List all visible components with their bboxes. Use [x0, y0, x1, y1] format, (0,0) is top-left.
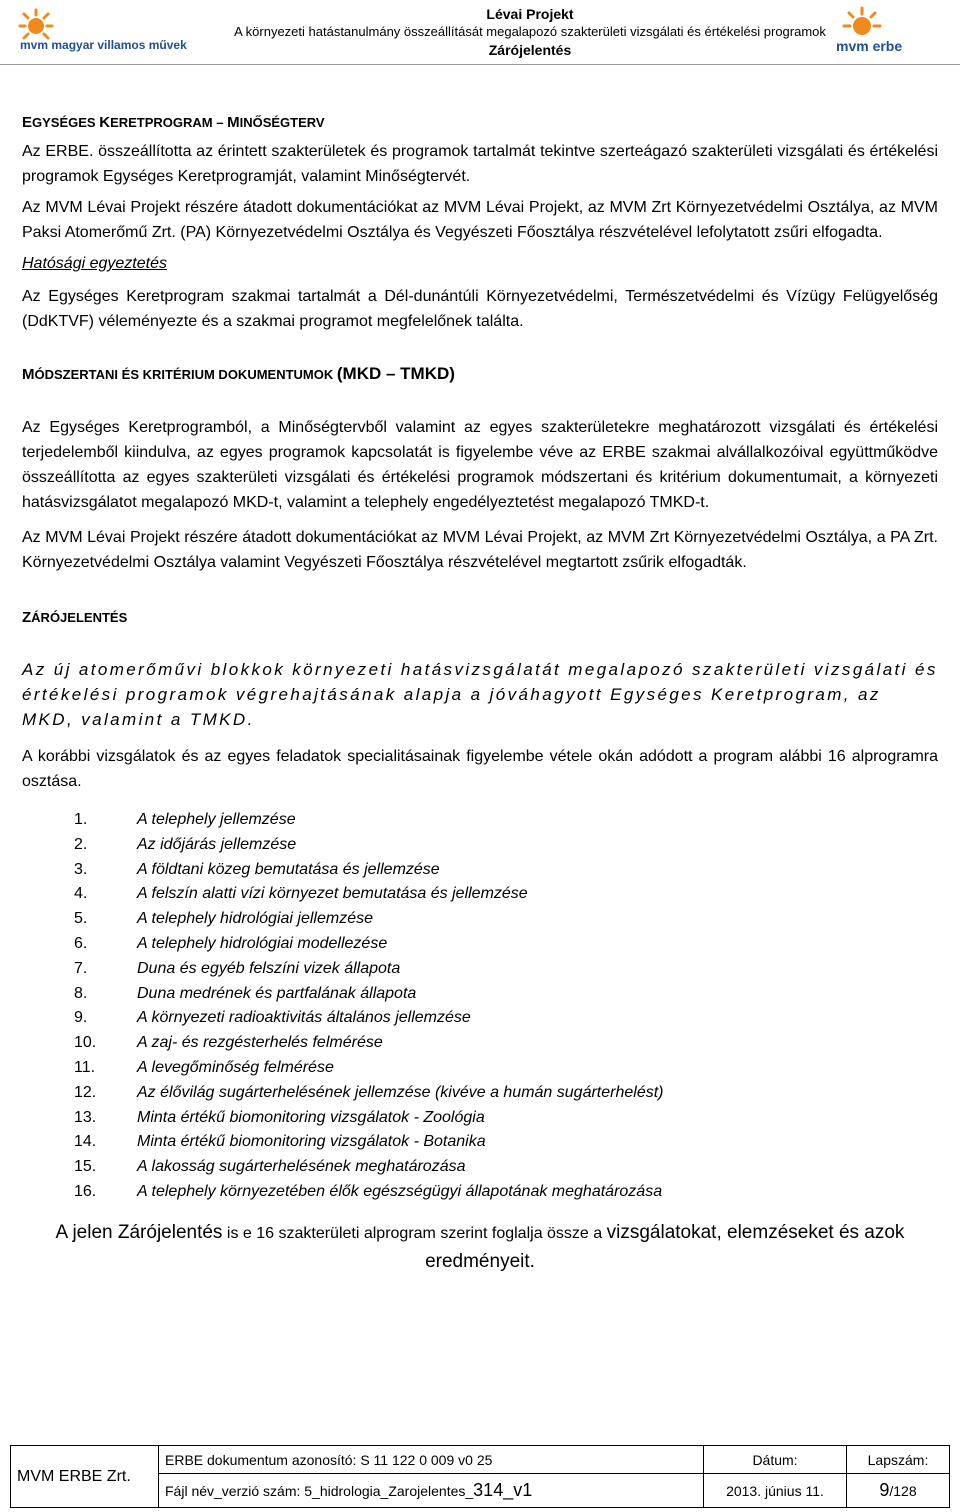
page-footer	[10, 1445, 950, 1508]
header-project: Lévai Projekt	[486, 6, 574, 22]
section3-intro: Az új atomerőművi blokkok környezeti hatásvizsgálatát megalapozó szakterületi vizsgálati és értékelési programok végrehajtásának alapja a jóváhagyott Egységes Keretprogram, az MKD, valamint a TMKD.	[22, 660, 938, 729]
footer-page-number: 9/128	[847, 1474, 950, 1508]
page-content	[22, 110, 938, 1276]
closing-statement: A jelen Zárójelentés is e 16 szakterületi alprogram szerint foglalja össze a vizsgálatokat, elemzéseket és azok eredményeit.	[55, 1221, 905, 1272]
list-item: 13. Minta értékű biomonitoring vizsgálatok - Zoológia	[74, 1108, 485, 1126]
list-item: 12. Az élővilág sugárterhelésének jellemzése (kivéve a humán sugárterhelést)	[74, 1083, 664, 1101]
list-item: 9. A környezeti radioaktivitás általános jellemzése	[74, 1009, 471, 1027]
header-subtitle: A környezeti hatástanulmány összeállítását megalapozó szakterületi vizsgálati és értékelési programok	[234, 24, 826, 39]
section1-heading: EGYSÉGES KERETPROGRAM – MINŐSÉGTERV	[22, 114, 325, 131]
list-item: 6. A telephely hidrológiai modellezése	[74, 934, 388, 952]
logo-left-text: mvm magyar villamos művek	[20, 38, 187, 52]
footer-doc-id: ERBE dokumentum azonosító: S 11 122 0 009 v0 25	[159, 1446, 704, 1474]
list-item: 1. A telephely jellemzése	[74, 811, 296, 828]
list-item: 4. A felszín alatti vízi környezet bemutatása és jellemzése	[74, 885, 528, 903]
footer-file-name: Fájl név_verzió szám: 5_hidrologia_Zarojelentes_314_v1	[159, 1474, 704, 1508]
section3-paragraph-1: A korábbi vizsgálatok és az egyes feladatok specialitásainak figyelembe vétele okán adódott a program alábbi 16 alprogramra osztása.	[22, 748, 938, 790]
footer-date: 2013. június 11.	[704, 1474, 847, 1508]
list-item: 11. A levegőminőség felmérése	[74, 1058, 334, 1076]
list-item: 16. A telephely környezetében élők egészségügyi állapotának meghatározása	[74, 1182, 663, 1200]
list-item: 14. Minta értékű biomonitoring vizsgálatok - Botanika	[74, 1133, 486, 1151]
header-title-block	[230, 5, 830, 59]
list-item: 2. Az időjárás jellemzése	[74, 835, 297, 853]
page-header	[0, 0, 960, 65]
list-item: 3. A földtani közeg bemutatása és jellemzése	[74, 860, 440, 878]
list-item: 10. A zaj- és rezgésterhelés felmérése	[74, 1034, 383, 1052]
section2-paragraph-1: Az Egységes Keretprogramból, a Minőségtervből valamint az egyes szakterületekre meghatározott vizsgálati és értékelési terjedelemből kiindulva, az egyes programok kapcsolatát is figyelembe véve az ERBE szakmai alvállalkozóival együttműködve összeállította az egyes szakterületi vizsgálati és értékelési programok módszertani és kritérium dokumentumait, a környezeti hatásvizsgálatot megalapozó MKD-t, valamint a telephely engedélyeztetést megalapozó TMKD-t.	[22, 419, 938, 511]
section1-paragraph-1: Az ERBE. összeállította az érintett szakterületek és programok tartalmát tekintve szerteágazó szakterületi vizsgálati és értékelési programok Egységes Keretprogramját, valamint Minőségtervét.	[22, 143, 938, 185]
footer-company: MVM ERBE Zrt.	[11, 1446, 159, 1508]
section1-paragraph-3: Az Egységes Keretprogram szakmai tartalmát a Dél-dunántúli Környezetvédelmi, Természetvédelmi és Vízügy Felügyelőség (DdKTVF) véleményezte és a szakmai programot megfelelőnek találta.	[22, 288, 938, 330]
list-item: 5. A telephely hidrológiai jellemzése	[74, 910, 373, 928]
mvm-logo-left	[18, 8, 218, 56]
header-report: Zárójelentés	[488, 42, 572, 58]
mvm-erbe-logo-right	[832, 6, 942, 58]
subprogram-list	[22, 808, 938, 1205]
footer-page-label: Lapszám:	[847, 1446, 950, 1474]
section2-heading: MÓDSZERTANI ÉS KRITÉRIUM DOKUMENTUMOK (MKD – TMKD)	[22, 364, 455, 383]
logo-right-text: mvm erbe	[836, 38, 903, 54]
section3-heading: ZÁRÓJELENTÉS	[22, 609, 128, 626]
subheading-hatosagi: Hatósági egyeztetés	[22, 255, 167, 272]
list-item: 7. Duna és egyéb felszíni vizek állapota	[74, 959, 401, 977]
section1-paragraph-2: Az MVM Lévai Projekt részére átadott dokumentációkat az MVM Lévai Projekt, az MVM Zrt Környezetvédelmi Osztálya, az MVM Paksi Atomerőmű Zrt. (PA) Környezetvédelmi Osztálya és Vegyészeti Főosztálya részvételével lefolytatott zsűri elfogadta.	[22, 199, 938, 241]
list-item: 15. A lakosság sugárterhelésének meghatározása	[74, 1158, 466, 1176]
list-item: 8. Duna medrének és partfalának állapota	[74, 984, 417, 1002]
footer-date-label: Dátum:	[704, 1446, 847, 1474]
section2-paragraph-2: Az MVM Lévai Projekt részére átadott dokumentációkat az MVM Lévai Projekt, az MVM Zrt Környezetvédelmi Osztálya, a PA Zrt. Környezetvédelmi Osztálya valamint Vegyészeti Főosztálya részvételével megtartott zsűrik elfogadták.	[22, 529, 938, 571]
